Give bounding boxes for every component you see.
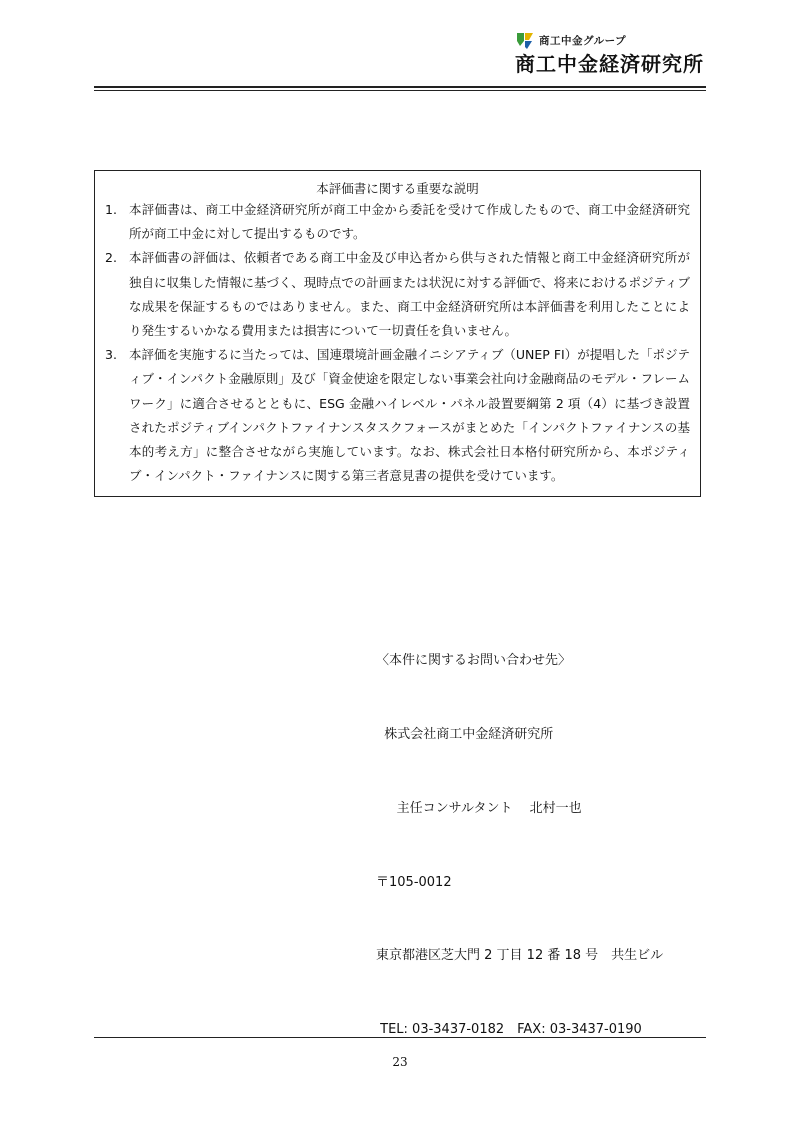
contact-phone-fax: TEL: 03-3437-0182 FAX: 03-3437-0190 xyxy=(376,1022,642,1038)
header-divider xyxy=(94,86,706,88)
notice-item-number: 3. xyxy=(105,347,117,363)
institute-logo xyxy=(515,30,704,76)
notice-list xyxy=(95,198,700,488)
notice-title: 本評価書に関する重要な説明 xyxy=(316,181,479,196)
institute-name: 商工中金経済研究所 xyxy=(515,52,704,76)
shokochukin-mark-icon xyxy=(515,30,535,50)
notice-item-number: 2. xyxy=(105,250,117,266)
notice-item-number: 1. xyxy=(105,202,117,217)
group-label: 商工中金グループ xyxy=(539,34,627,47)
notice-item-text: 本評価書は、商工中金経済研究所が商工中金から委託を受けて作成したもので、商工中金経済研究所が商工中金に対して提出するものです。 xyxy=(129,202,690,242)
contact-block xyxy=(376,600,663,1067)
notice-item-1 xyxy=(105,198,690,246)
notice-item-text: 本評価を実施するに当たっては、国連環境計画金融イニシアティブ（UNEP FI）が提唱した「ポジティブ・インパクト金融原則」及び「資金使途を限定しない事業会社向け金融商品のモデル・フレームワーク」に適合させるとともに、ESG 金融ハイレベル・パネル設置要綱第 2 項（4）に基づき設置されたポジティブインパクトファイナンスタスクフォースがまとめた「インパクトファイナンスの基本的考え方」に整合させながら実施しています。なお、株式会社日本格付研究所から、本ポジティブ・インパクト・ファイナンスに関する第三者意見書の提供を受けています。 xyxy=(129,347,690,484)
page-number: 23 xyxy=(392,1055,408,1069)
header-divider-thin xyxy=(94,90,706,91)
contact-company: 株式会社商工中金経済研究所 xyxy=(376,726,554,742)
notice-item-2 xyxy=(105,246,690,343)
contact-heading: 〈本件に関するお問い合わせ先〉 xyxy=(376,653,572,669)
contact-address: 東京都港区芝大門 2 丁目 12 番 18 号 共生ビル xyxy=(376,948,664,964)
notice-item-3 xyxy=(105,343,690,488)
logo-top-row xyxy=(515,30,704,50)
notice-item-text: 本評価書の評価は、依頼者である商工中金及び申込者から供与された情報と商工中金経済研究所が独自に収集した情報に基づく、現時点での計画または状況に対する評価で、将来におけるポジティブな成果を保証するものではありません。また、商工中金経済研究所は本評価書を利用したことにより発生するいかなる費用または損害について一切責任を負いません。 xyxy=(129,250,691,339)
important-notice-box xyxy=(94,170,701,497)
contact-person: 主任コンサルタント 北村一也 xyxy=(376,800,582,816)
contact-postal-code: 〒105-0012 xyxy=(376,874,452,890)
footer-divider xyxy=(94,1037,706,1038)
